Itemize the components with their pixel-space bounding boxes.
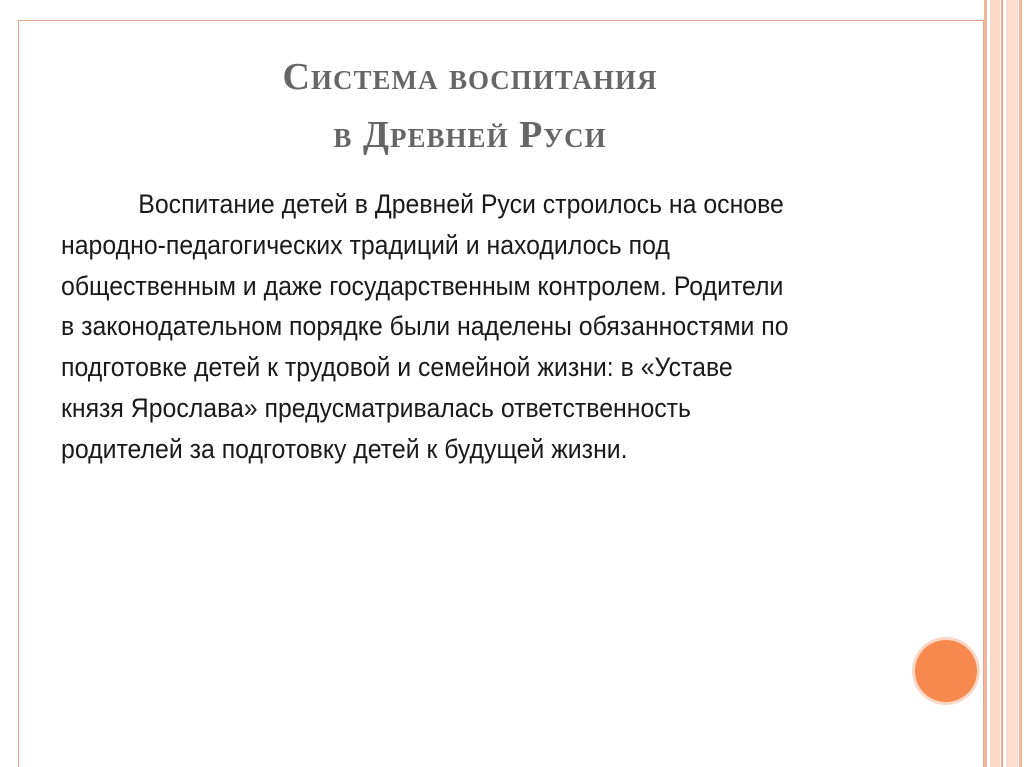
title-line-1: Система воспитания: [282, 56, 658, 98]
stripe: [1019, 0, 1022, 767]
stripe: [1001, 0, 1003, 767]
decorative-stripes: [984, 0, 1024, 767]
body-paragraph: Воспитание детей в Древней Руси строилось на основе народно-педагогических традиций и находилось под общественным и даже государственным контролем. Родители в законодательном порядке были наделены обязанностями по подготовке детей к трудовой и семейной жизни: в «Уставе князя Ярослава» предусматривалась ответственность родителей за подготовку детей к будущей жизни.: [61, 189, 789, 464]
decorative-circle: [915, 640, 977, 702]
slide-title: [100, 48, 840, 164]
stripe: [990, 0, 1000, 767]
title-line-2: в Древней Руси: [333, 114, 607, 156]
stripe: [984, 0, 987, 767]
stripe: [1006, 0, 1018, 767]
